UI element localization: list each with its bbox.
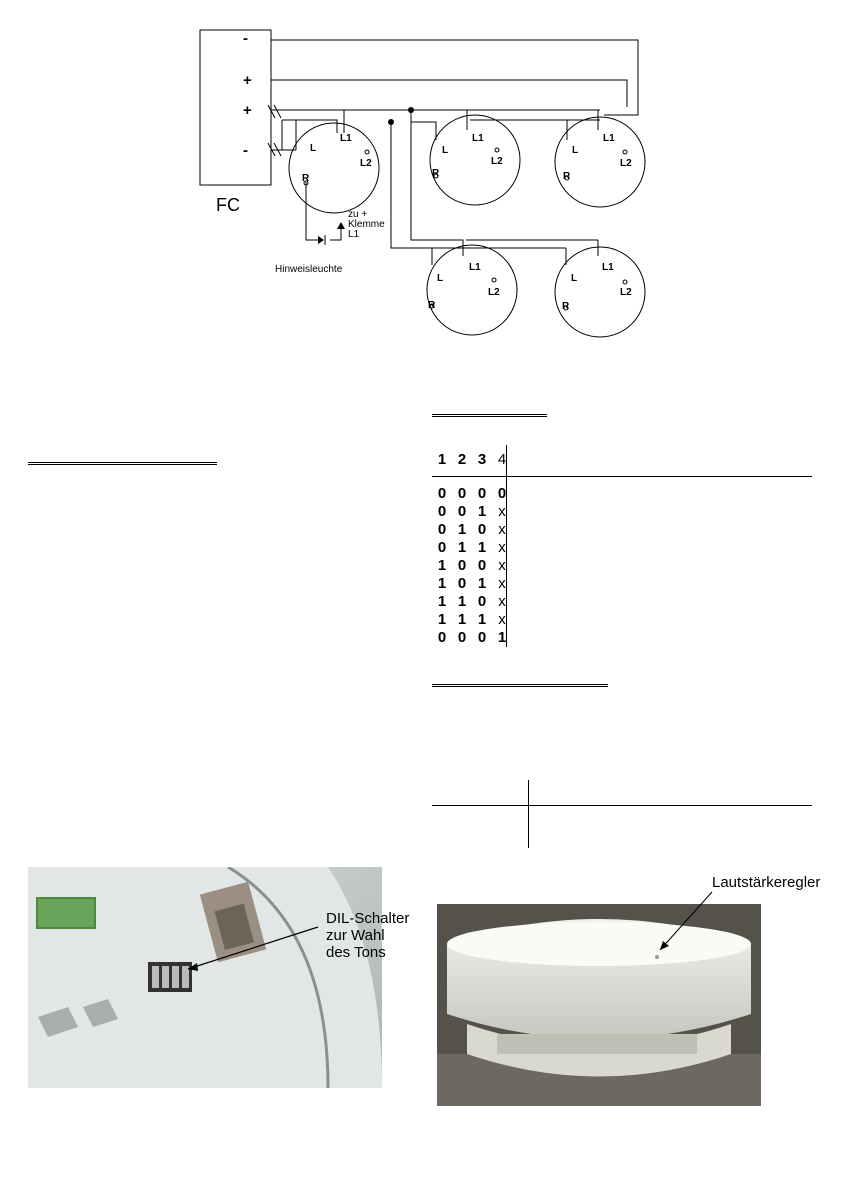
dil-cell: x [498, 503, 506, 520]
dil-row [432, 611, 512, 629]
fc-panel [200, 30, 271, 185]
dil-cell: 0 [477, 593, 487, 610]
detector-2 [430, 115, 520, 205]
detector-5-l1: L1 [602, 262, 614, 273]
dil-row [432, 629, 512, 647]
detector-3-l2: L2 [620, 158, 632, 169]
detector-5-l2: L2 [620, 287, 632, 298]
dil-cell: x [498, 521, 506, 538]
dil-cell: x [498, 593, 506, 610]
dil-cell: 0 [437, 629, 447, 646]
detector-5-r: R [562, 301, 570, 312]
panel-terminal-4: - [243, 142, 248, 159]
detector-4-l: L [437, 273, 444, 284]
detector-4-r: R [428, 300, 436, 311]
volume-control-caption: Lautstärkeregler [712, 874, 821, 891]
dil-cell: 1 [437, 593, 447, 610]
dil-header-1: 1 [437, 451, 447, 468]
section-rule-left [28, 462, 217, 465]
dil-switch-photo [28, 867, 382, 1088]
dil-table-header [432, 445, 512, 475]
detector-1-l1: L1 [340, 133, 352, 144]
dil-cell: 1 [497, 629, 507, 646]
dil-cell: 0 [457, 575, 467, 592]
dil-cell: 0 [457, 557, 467, 574]
detector-4-l2: L2 [488, 287, 500, 298]
dil-header-3: 3 [477, 451, 487, 468]
detector-5-l: L [571, 273, 578, 284]
dil-cell: 0 [497, 485, 507, 502]
dil-cell: 0 [437, 521, 447, 538]
dil-row [432, 575, 512, 593]
detector-3-l: L [572, 145, 579, 156]
panel-label: FC [216, 195, 240, 215]
dil-row [432, 485, 512, 503]
section-rule-right-2 [432, 684, 608, 687]
terminal-annotation: zu + Klemme L1 [348, 209, 385, 240]
panel-terminal-3: + [243, 102, 252, 119]
panel-terminal-1: - [243, 30, 248, 47]
wiring-diagram [0, 0, 841, 360]
dil-cell: 1 [437, 557, 447, 574]
detector-2-r: R [432, 168, 440, 179]
dil-cell: x [498, 611, 506, 628]
dil-cell: 0 [477, 557, 487, 574]
dil-cell: 1 [437, 575, 447, 592]
dil-cell: 1 [457, 593, 467, 610]
dil-row [432, 503, 512, 521]
dil-cell: 0 [457, 485, 467, 502]
detector-4-l1: L1 [469, 262, 481, 273]
detector-3-l1: L1 [603, 133, 615, 144]
dil-cell: 0 [437, 485, 447, 502]
detector-2-l1: L1 [472, 133, 484, 144]
dil-header-4: 4 [497, 451, 507, 468]
dil-cell: 0 [477, 485, 487, 502]
volume-pointer [640, 880, 740, 960]
dil-cell: 1 [457, 611, 467, 628]
dil-cell: 1 [477, 611, 487, 628]
dil-cell: 1 [457, 521, 467, 538]
dil-cell: 0 [437, 503, 447, 520]
dil-cell: 1 [477, 575, 487, 592]
panel-terminal-2: + [243, 72, 252, 89]
dil-cell: 0 [437, 539, 447, 556]
dil-cell: 1 [477, 503, 487, 520]
detector-1-l: L [310, 143, 317, 154]
dil-cell: 1 [437, 611, 447, 628]
dil-cell: 1 [457, 539, 467, 556]
detector-2-l2: L2 [491, 156, 503, 167]
lamp-annotation: Hinweisleuchte [275, 264, 343, 275]
section-rule-right-1 [432, 414, 547, 417]
dil-header-2: 2 [457, 451, 467, 468]
dil-row [432, 539, 512, 557]
dil-cell: 0 [457, 503, 467, 520]
dil-cell: 0 [477, 521, 487, 538]
dil-row [432, 593, 512, 611]
dil-row [432, 557, 512, 575]
volume-table [432, 780, 812, 848]
dil-cell: 1 [477, 539, 487, 556]
detector-1-l2: L2 [360, 158, 372, 169]
detector-1-r: R [302, 173, 310, 184]
detector-3-r: R [563, 171, 571, 182]
dil-switch-caption: DIL-Schalter zur Wahl des Tons [326, 910, 410, 961]
dil-cell: x [498, 539, 506, 556]
dil-cell: x [498, 557, 506, 574]
dil-cell: x [498, 575, 506, 592]
dil-cell: 0 [477, 629, 487, 646]
dil-row [432, 521, 512, 539]
detector-2-l: L [442, 145, 449, 156]
dil-cell: 0 [457, 629, 467, 646]
